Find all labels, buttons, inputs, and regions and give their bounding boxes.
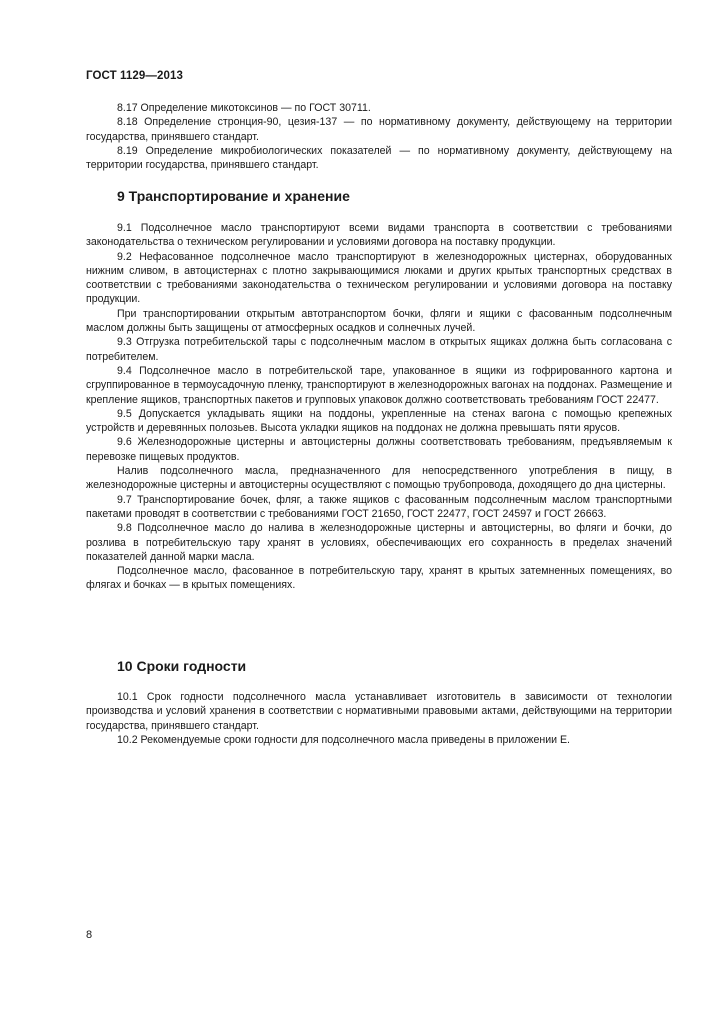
section-10-body	[86, 690, 672, 747]
paragraph-8-18: 8.18 Определение стронция-90, цезия-137 — по нормативному документу, действующему на территории государства, принявшего стандарт.	[86, 116, 672, 143]
paragraph-9-2: 9.2 Нефасованное подсолнечное масло транспортируют в железнодорожных цистернах, оборудованных нижним сливом, в автоцистернах с плотно закрывающимися люками и других крытых транспортных средствах в соответствии с требованиями законодательства о техническом регулировании и условиями договора на поставку продукции.	[86, 250, 672, 306]
paragraph-9-2-transport: При транспортировании открытым автотранспортом бочки, фляги и ящики с фасованным подсолнечным маслом должны быть защищены от атмосферных осадков и солнечных лучей.	[86, 307, 672, 335]
section-10-heading: 10 Сроки годности	[117, 658, 247, 674]
paragraph-10-2: 10.2 Рекомендуемые сроки годности для подсолнечного масла приведены в приложении Е.	[117, 733, 570, 746]
section-9-heading: 9 Транспортирование и хранение	[117, 188, 350, 204]
paragraph-8-19: 8.19 Определение микробиологических показателей — по нормативному документу, действующему на территории государства, принявшего стандарт.	[86, 144, 672, 172]
paragraph-9-6: 9.6 Железнодорожные цистерны и автоцистерны должны соответствовать требованиям, предъявляемым к перевозке пищевых продуктов.	[86, 436, 672, 463]
paragraph-9-8-storage: Подсолнечное масло, фасованное в потребительскую тару, хранят в крытых затемненных помещениях, во флягах и бочках — в крытых помещениях.	[86, 565, 672, 592]
section-9-body	[86, 221, 672, 593]
paragraph-9-6-filling: Налив подсолнечного масла, предназначенного для непосредственного употребления в пищу, в железнодорожные цистерны и автоцистерны осуществляют с помощью трубопровода, доходящего до дна цистерны.	[86, 465, 672, 492]
paragraph-9-5: 9.5 Допускается укладывать ящики на поддоны, укрепленные на стенах вагона с помощью крепежных устройств и деревянных полозьев. Высота укладки ящиков на поддонах не должна превышать пяти ярусов.	[86, 407, 672, 435]
section-8-items	[86, 101, 672, 172]
document-header: ГОСТ 1129—2013	[86, 70, 183, 82]
paragraph-9-3: 9.3 Отгрузка потребительской тары с подсолнечным маслом в открытых ящиках должна быть согласована с потребителем.	[86, 336, 672, 363]
paragraph-9-4: 9.4 Подсолнечное масло в потребительской таре, упакованное в ящики из гофрированного картона и сгруппированное в термоусадочную пленку, транспортируют в железнодорожных вагонах на поддонах. Размещение и крепление ящиков, транспортных пакетов и групповых упаковок должно соответствовать требованиям ГОСТ 22477.	[86, 364, 672, 406]
paragraph-9-7: 9.7 Транспортирование бочек, фляг, а также ящиков с фасованным подсолнечным маслом транспортными пакетами проводят в соответствии с требованиями ГОСТ 21650, ГОСТ 22477, ГОСТ 24597 и ГОСТ 26663.	[86, 493, 672, 520]
page-number: 8	[86, 929, 93, 941]
paragraph-10-1: 10.1 Срок годности подсолнечного масла устанавливает изготовитель в зависимости от технологии производства и условий хранения в соответствии с нормативными правовыми актами, действующими на территории государства, принявшего стандарт.	[86, 691, 672, 732]
paragraph-9-1: 9.1 Подсолнечное масло транспортируют всеми видами транспорта в соответствии с требованиями законодательства о техническом регулировании и условиями договора на поставку продукции.	[86, 222, 672, 249]
paragraph-9-8: 9.8 Подсолнечное масло до налива в железнодорожные цистерны и автоцистерны, во фляги и бочки, до розлива в потребительскую тару хранят в условиях, обеспечивающих его сохранность в пределах значений показателей данной марки масла.	[86, 522, 672, 563]
paragraph-8-17: 8.17 Определение микотоксинов — по ГОСТ 30711.	[117, 102, 371, 114]
